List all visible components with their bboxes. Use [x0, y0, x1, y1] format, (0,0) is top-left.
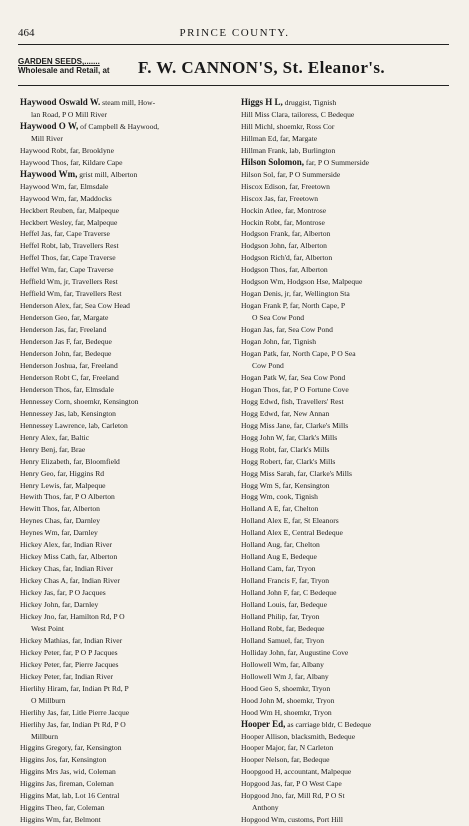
entry-details: far, P O Summerside: [304, 157, 370, 167]
entry-continuation: Mill River: [31, 133, 63, 143]
directory-entry: [20, 288, 238, 300]
entry-details: Henderson Jas F, far, Bedeque: [20, 337, 112, 347]
directory-entry: [241, 719, 459, 731]
advertisement-rule: [18, 85, 449, 86]
entry-details: Hopgood Wm, customs, Port Hill: [241, 815, 343, 825]
directory-entry: [20, 396, 238, 408]
entry-details: Hewith Thos, far, P O Alberton: [20, 492, 115, 502]
entry-details: Hogg Miss Jane, far, Clarke's Mills: [241, 420, 349, 430]
entry-details: Hopgood Jno, far, Mill Rd, P O St: [241, 791, 345, 801]
entry-details: Henderson Thos, far, Elmsdale: [20, 384, 114, 394]
entry-details: Hooper Allison, blacksmith, Bedeque: [241, 731, 356, 741]
directory-entry: [20, 647, 238, 659]
directory-entry: [241, 157, 459, 169]
directory-entry: [241, 217, 459, 229]
entry-details: Henderson Joshua, far, Freeland: [20, 360, 118, 370]
entry-details: Heffel Jas, far, Cape Traverse: [20, 229, 110, 239]
entry-details: Hogan Patk W, far, Sea Cow Pond: [241, 372, 346, 382]
directory-entry: [241, 420, 459, 432]
directory-entry: [20, 575, 238, 587]
entry-details: Hennessey Corn, shoemkr, Kensington: [20, 396, 139, 406]
directory-entry: [241, 288, 459, 300]
entry-details: Hogg Wm, cook, Tignish: [241, 492, 318, 502]
directory-entry: [241, 695, 459, 707]
directory-entry: [241, 515, 459, 527]
directory-entry: [241, 683, 459, 695]
entry-details: Hilson Sol, far, P O Summerside: [241, 169, 341, 179]
directory-entry: [241, 503, 459, 515]
directory-entry: [20, 217, 238, 229]
entry-continuation: Cow Pond: [252, 360, 284, 370]
directory-entry: [241, 707, 459, 719]
entry-details: Heffel Robt, lab, Travellers Rest: [20, 241, 119, 251]
entry-details: Henry Benj, far, Brae: [20, 444, 86, 454]
entry-details: grist mill, Alberton: [77, 169, 138, 179]
directory-entry: [241, 97, 459, 109]
directory-entry: [241, 336, 459, 348]
page-header: [0, 27, 469, 41]
entry-details: Hollowell Wm J, far, Albany: [241, 671, 329, 681]
entry-details: Hogan Patk, far, North Cape, P O Sea: [241, 349, 356, 359]
directory-entry: [20, 336, 238, 348]
entry-details: Henderson Alex, far, Sea Cow Head: [20, 301, 130, 311]
directory-entry: [241, 551, 459, 563]
directory-entry: [20, 468, 238, 480]
entry-details: Hill Miss Clara, tailoress, C Bedeque: [241, 109, 355, 119]
directory-entry: [20, 551, 238, 563]
entry-continuation: O Sea Cow Pond: [252, 313, 305, 323]
directory-column-left: [20, 97, 238, 826]
entry-details: Hockin Robt, far, Montrose: [241, 217, 325, 227]
entry-details: Holland Louis, far, Bedeque: [241, 600, 327, 610]
entry-details: Henderson Robt C, far, Freeland: [20, 372, 119, 382]
entry-details: Henry Alex, far, Baltic: [20, 432, 90, 442]
entry-name: Higgs H L,: [241, 97, 283, 107]
entry-details: Heynes Wm, far, Darnley: [20, 528, 98, 538]
entry-details: Hickey Alex, far, Indian River: [20, 540, 113, 550]
directory-entry: [241, 444, 459, 456]
entry-details: Hogan Thos, far, P O Fortune Cove: [241, 384, 349, 394]
entry-details: Hickey Mathias, far, Indian River: [20, 635, 123, 645]
entry-details: Hopgood Jas, far, P O West Cape: [241, 779, 342, 789]
advertisement-banner: [18, 57, 449, 83]
directory-entry: [20, 157, 238, 169]
directory-entry: [241, 731, 459, 743]
entry-details: Hodgson Frank, far, Alberton: [241, 229, 331, 239]
entry-details: Hogg Edwd, fish, Travellers' Rest: [241, 396, 344, 406]
entry-details: Hennessey Lawrence, lab, Carleton: [20, 420, 128, 430]
directory-entry: [241, 659, 459, 671]
entry-name: Haywood Oswald W.: [20, 97, 101, 107]
entry-details: Hogan Denis, jr, far, Wellington Sta: [241, 289, 350, 299]
directory-entry: [20, 276, 238, 288]
directory-entry: [241, 169, 459, 181]
directory-entry: [241, 324, 459, 336]
directory-entry: [20, 563, 238, 575]
entry-details: Hogg Robt, far, Clark's Mills: [241, 444, 330, 454]
directory-entry: [20, 599, 238, 611]
entry-details: Hogg Robert, far, Clark's Mills: [241, 456, 336, 466]
directory-entry: [20, 527, 238, 539]
directory-entry: [241, 372, 459, 384]
advertisement-line-2: Wholesale and Retail, at: [18, 66, 110, 75]
directory-entry: [20, 264, 238, 276]
entry-details: Hogan John, far, Tignish: [241, 337, 317, 347]
directory-entry: [241, 575, 459, 587]
entry-details: Henry Elizabeth, far, Bloomfield: [20, 456, 120, 466]
directory-entry: [20, 814, 238, 826]
directory-entry: [20, 240, 238, 252]
entry-details: Holland Francis F, far, Tryon: [241, 576, 330, 586]
entry-details: Hogg Edwd, far, New Annan: [241, 408, 330, 418]
directory-entry: [241, 671, 459, 683]
directory-entry: [241, 145, 459, 157]
directory-entry: [20, 228, 238, 240]
entry-details: Hierlihy Jas, far, Indian Pt Rd, P O: [20, 719, 126, 729]
directory-entry: [20, 348, 238, 360]
advertisement-line-1: GARDEN SEEDS,.......: [18, 57, 100, 66]
entry-details: Holland Robt, far, Bedeque: [241, 623, 325, 633]
directory-entry: [241, 635, 459, 647]
directory-entry: [20, 432, 238, 444]
entry-details: Haywood Wm, far, Elmsdale: [20, 181, 109, 191]
entry-details: Holland John F, far, C Bedeque: [241, 588, 337, 598]
directory-entry: [241, 300, 459, 312]
directory-entry: [20, 778, 238, 790]
entry-details: Hierlihy Jas, far, Litle Pierre Jacque: [20, 707, 130, 717]
advertisement-merchant: F. W. CANNON'S, St. Eleanor's.: [138, 58, 386, 77]
directory-entry: [20, 539, 238, 551]
directory-entry: [241, 599, 459, 611]
entry-details: steam mill, How-: [100, 98, 156, 107]
directory-entry: [20, 635, 238, 647]
directory-entry: [20, 491, 238, 503]
entry-details: Heffel Thos, far, Cape Traverse: [20, 253, 116, 263]
directory-entry: [241, 456, 459, 468]
directory-entry: [241, 228, 459, 240]
entry-details: Hickey Jas, far, P O Jacques: [20, 588, 106, 598]
directory-entry: [20, 360, 238, 372]
entry-details: Holliday John, far, Augustine Cove: [241, 647, 349, 657]
entry-details: Heffield Wm, far, Travellers Rest: [20, 289, 122, 299]
directory-entry: [20, 587, 238, 599]
entry-details: Heffield Wm, jr, Travellers Rest: [20, 277, 118, 287]
directory-entry: [20, 671, 238, 683]
entry-details: Higgins Theo, far, Coleman: [20, 803, 105, 813]
directory-entry: [241, 348, 459, 360]
directory-entry: [241, 563, 459, 575]
entry-details: Hood Wm H, shoemkr, Tryon: [241, 707, 332, 717]
directory-entry: [20, 408, 238, 420]
entry-details: Hickey Miss Cath, far, Alberton: [20, 552, 118, 562]
directory-entry: [241, 539, 459, 551]
directory-entry: [241, 468, 459, 480]
directory-entry: [241, 121, 459, 133]
entry-details: Hickey Chas, far, Indian River: [20, 564, 113, 574]
directory-entry: [241, 647, 459, 659]
entry-details: Higgins Mrs Jas, wid, Coleman: [20, 767, 116, 777]
directory-entry: [241, 205, 459, 217]
entry-details: Higgins Jas, fireman, Coleman: [20, 779, 114, 789]
entry-details: Hiscox Jas, far, Freetown: [241, 193, 319, 203]
entry-details: Hillman Frank, lab, Burlington: [241, 145, 336, 155]
entry-continuation: West Point: [31, 623, 64, 633]
entry-continuation: Anthony: [252, 803, 279, 813]
directory-entry: [241, 384, 459, 396]
directory-entry: [241, 432, 459, 444]
entry-details: Heckbert Reuben, far, Malpeque: [20, 205, 120, 215]
entry-details: Hollowell Wm, far, Albany: [241, 659, 324, 669]
entry-details: Hodgson Rich'd, far, Alberton: [241, 253, 333, 263]
directory-entry: [241, 766, 459, 778]
entry-details: Heynes Chas, far, Darnley: [20, 516, 101, 526]
header-rule: [18, 44, 449, 45]
directory-entry: [20, 754, 238, 766]
directory-entry: [20, 503, 238, 515]
entry-details: Hood John M, shoemkr, Tryon: [241, 695, 335, 705]
entry-details: Hoopgood H, accountant, Malpeque: [241, 767, 352, 777]
entry-details: Haywood Wm, far, Maddocks: [20, 193, 112, 203]
entry-details: Hooper Nelson, far, Bedeque: [241, 755, 330, 765]
directory-entry: [20, 169, 238, 181]
entry-details: Hogan Jas, far, Sea Cow Pond: [241, 325, 333, 335]
entry-details: Holland Philip, far, Tryon: [241, 611, 320, 621]
directory-entry: [241, 396, 459, 408]
directory-entry: [20, 372, 238, 384]
entry-details: of Campbell & Haywood,: [78, 121, 160, 131]
entry-details: Hiscox Edison, far, Freetown: [241, 181, 330, 191]
directory-entry: [20, 515, 238, 527]
directory-entry: [20, 444, 238, 456]
entry-details: Hill Michl, shoemkr, Ross Cor: [241, 121, 335, 131]
directory-entry: [20, 719, 238, 731]
entry-name: Haywood Wm,: [20, 168, 78, 179]
directory-entry: [20, 121, 238, 133]
entry-details: Hogg Wm S, far, Kensington: [241, 480, 330, 490]
directory-entry: [241, 814, 459, 826]
entry-details: Henderson John, far, Bedeque: [20, 349, 112, 359]
entry-details: Henderson Jas, far, Freeland: [20, 325, 107, 335]
directory-entry: [20, 252, 238, 264]
directory-entry: [241, 754, 459, 766]
entry-details: Holland Samuel, far, Tryon: [241, 635, 325, 645]
entry-details: Hogg John W, far, Clark's Mills: [241, 432, 338, 442]
entry-name: Hooper Ed,: [241, 718, 286, 729]
entry-details: Higgins Jos, far, Kensington: [20, 755, 107, 765]
entry-continuation: O Millburn: [31, 695, 66, 705]
directory-entry: [20, 324, 238, 336]
entry-details: Henderson Geo, far, Margate: [20, 313, 109, 323]
directory-entry: [241, 193, 459, 205]
entry-details: Holland Alex E, Central Bedeque: [241, 528, 343, 538]
entry-details: Hogg Miss Sarah, far, Clarke's Mills: [241, 468, 352, 478]
entry-details: druggist, Tignish: [282, 98, 337, 107]
directory-entry: [241, 408, 459, 420]
directory-column-right: [241, 97, 459, 826]
entry-details: Hockin Atlee, far, Montrose: [241, 205, 327, 215]
entry-details: Higgins Wm, far, Belmont: [20, 815, 101, 825]
entry-details: Heffel Wm, far, Cape Traverse: [20, 265, 114, 275]
directory-entry: [20, 659, 238, 671]
entry-details: Hodgson Thos, far, Alberton: [241, 265, 328, 275]
directory-entry: [241, 790, 459, 802]
entry-details: Haywood Thos, far, Kildare Cape: [20, 157, 123, 167]
directory-entry: [241, 181, 459, 193]
entry-details: Henry Lewis, far, Malpeque: [20, 480, 106, 490]
entry-details: Hooper Major, far, N Carleton: [241, 743, 334, 753]
page-title: PRINCE COUNTY.: [179, 27, 290, 39]
entry-details: Haywood Robt, far, Brooklyne: [20, 145, 114, 155]
entry-details: as carriage bldr, C Bedeque: [285, 719, 372, 729]
directory-entry: [20, 420, 238, 432]
directory-entry: [20, 193, 238, 205]
directory-entry: [241, 623, 459, 635]
entry-details: Hewitt Thos, far, Alberton: [20, 504, 100, 514]
page-number: 464: [18, 27, 35, 39]
entry-continuation: Millburn: [31, 731, 59, 741]
entry-details: Hogan Frank P, far, North Cape, P: [241, 301, 346, 311]
entry-details: Hickey John, far, Darnley: [20, 600, 99, 610]
directory-entry: [20, 145, 238, 157]
entry-details: Holland Cam, far, Tryon: [241, 564, 316, 574]
directory-entry: [20, 384, 238, 396]
entry-details: Holland Aug E, Bedeque: [241, 552, 317, 562]
entry-details: Hennessey Jas, lab, Kensington: [20, 408, 116, 418]
directory-entry: [20, 181, 238, 193]
directory-entry: [20, 312, 238, 324]
entry-details: Hillman Ed, far, Margate: [241, 133, 318, 143]
entry-details: Hickey Chas A, far, Indian River: [20, 576, 120, 586]
entry-name: Hilson Solomon,: [241, 156, 305, 167]
directory-entry: [20, 742, 238, 754]
directory-entry: [241, 480, 459, 492]
entry-details: Hierlihy Hiram, far, Indian Pt Rd, P: [20, 683, 129, 693]
directory-entry: [20, 480, 238, 492]
directory-entry: [241, 264, 459, 276]
entry-details: Hood Geo S, shoemkr, Tryon: [241, 683, 331, 693]
directory-entry: [20, 707, 238, 719]
entry-details: Hickey Peter, far, P O P Jacques: [20, 647, 118, 657]
entry-details: Hodgson John, far, Alberton: [241, 241, 327, 251]
directory-entry: [20, 300, 238, 312]
directory-entry: [241, 252, 459, 264]
directory-entry: [20, 790, 238, 802]
directory-entry: [20, 766, 238, 778]
directory-entry: [20, 456, 238, 468]
directory-entry: [241, 611, 459, 623]
directory-entry: [241, 587, 459, 599]
directory-entry: [241, 240, 459, 252]
directory-entry: [20, 97, 238, 109]
entry-continuation: lan Road, P O Mill River: [31, 109, 108, 119]
entry-details: Holland Aug, far, Chelton: [241, 540, 320, 550]
directory-entry: [20, 683, 238, 695]
entry-details: Hodgson Wm, Hodgson Hse, Malpeque: [241, 277, 363, 287]
directory-entry: [241, 276, 459, 288]
entry-details: Hickey Jno, far, Hamilton Rd, P O: [20, 611, 125, 621]
entry-details: Henry Geo, far, Higgins Rd: [20, 468, 105, 478]
directory-entry: [241, 109, 459, 121]
entry-details: Hickey Peter, far, Indian River: [20, 671, 114, 681]
directory-entry: [241, 527, 459, 539]
directory-entry: [241, 742, 459, 754]
entry-name: Haywood O W,: [20, 120, 79, 131]
directory-entry: [241, 491, 459, 503]
entry-details: Hickey Peter, far, Pierre Jacques: [20, 659, 119, 669]
directory-entry: [20, 802, 238, 814]
entry-details: Heckbert Wesley, far, Malpeque: [20, 217, 118, 227]
entry-details: Holland A E, far, Chelton: [241, 504, 319, 514]
directory-entry: [20, 205, 238, 217]
advertisement-tagline: [18, 57, 110, 75]
entry-details: Higgins Gregory, far, Kensington: [20, 743, 122, 753]
entry-details: Holland Alex E, far, St Eleanors: [241, 516, 339, 526]
directory-entry: [241, 778, 459, 790]
entry-details: Higgins Mat, lab, Lot 16 Central: [20, 791, 120, 801]
directory-entry: [20, 611, 238, 623]
directory-entry: [241, 133, 459, 145]
